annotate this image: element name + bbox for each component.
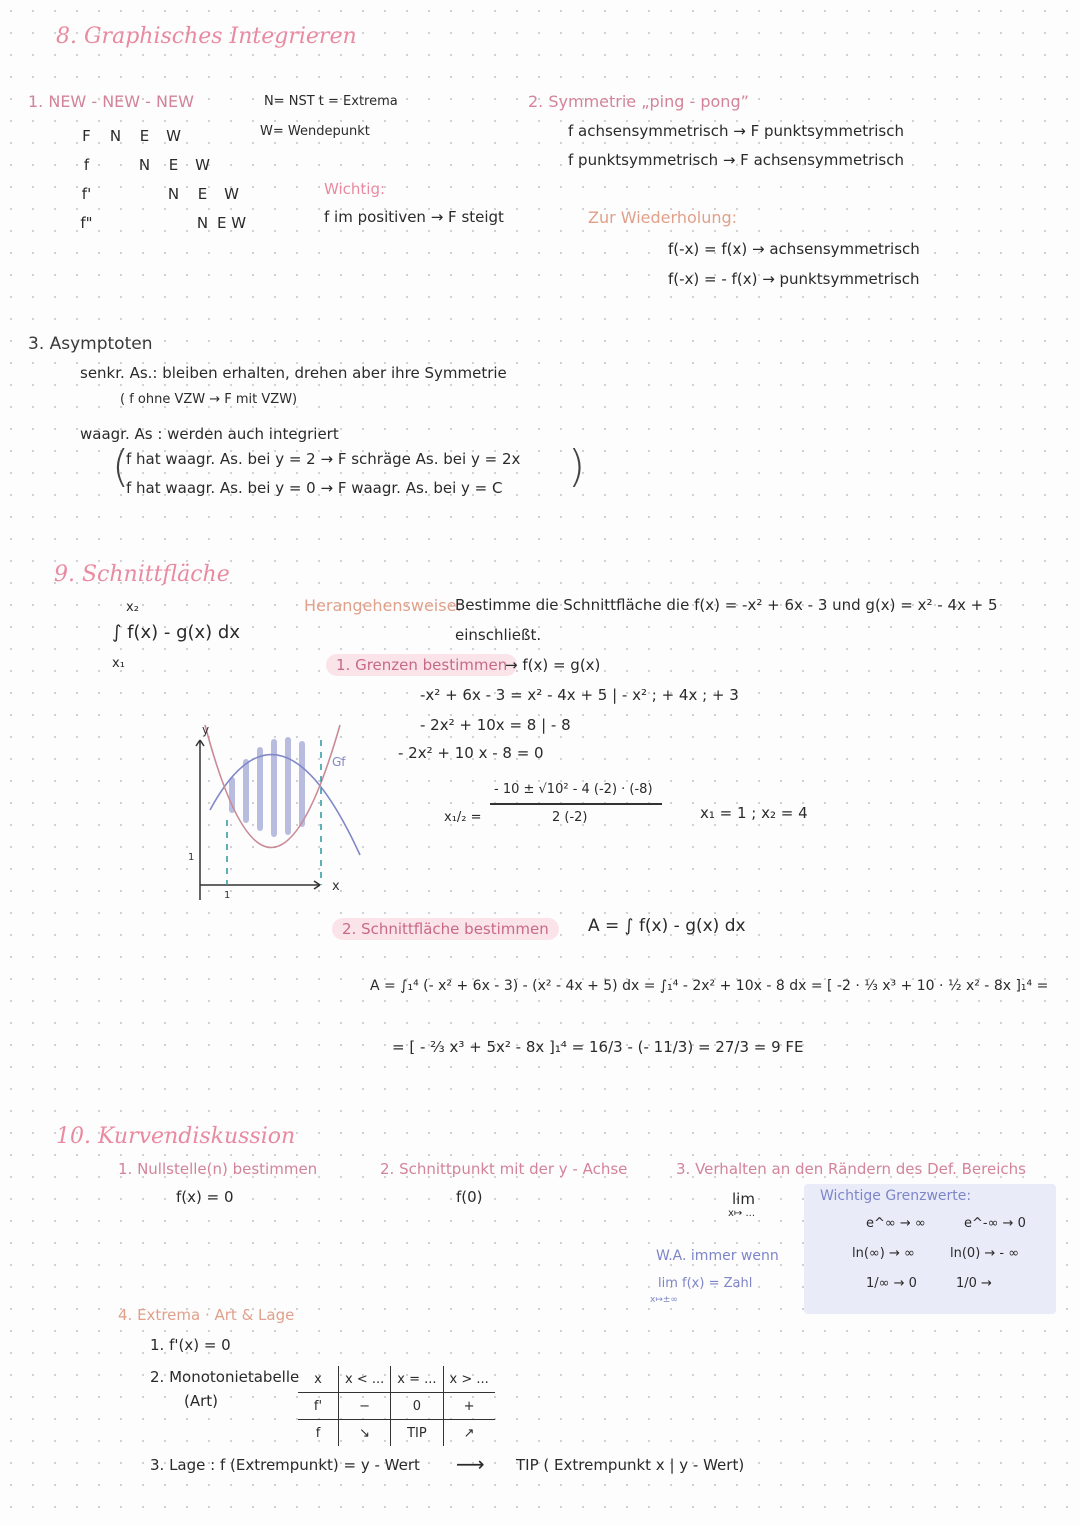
- table-row: [298, 1420, 495, 1447]
- symmetrie-1: f achsensymmetrisch → F punktsymmetrisch: [568, 122, 905, 140]
- grenzwerte-title: Wichtige Grenzwerte:: [820, 1188, 972, 1204]
- section9-title: 9. Schnittfläche: [54, 562, 230, 587]
- wichtig-label: Wichtig:: [324, 180, 386, 198]
- waagrechte-1: f hat waagr. As. bei y = 2 → F schräge As. bei y = 2x: [126, 450, 521, 468]
- new-row: f N E W: [83, 156, 210, 174]
- wiederholung-1: f(-x) = f(x) → achsensymmetrisch: [668, 240, 920, 258]
- section10-title: 10. Kurvendiskussion: [56, 1124, 296, 1149]
- area-calc-2: = [ - ⅔ x³ + 5x² - 8x ]₁⁴ = 16/3 - (- 11/3) = 27/3 = 9 FE: [392, 1038, 804, 1056]
- integral-upper: x₂: [126, 600, 139, 615]
- extrema-step3: 3. Lage : f (Extrempunkt) = y - Wert: [150, 1456, 420, 1474]
- extrema-title: 4. Extrema · Art & Lage: [118, 1306, 295, 1324]
- grenzwert-3: ln(∞) → ∞: [852, 1246, 915, 1261]
- table-row: [298, 1366, 495, 1393]
- y-achse-title: 2. Schnittpunkt mit der y - Achse: [380, 1160, 628, 1178]
- wichtig-text: f im positiven → F steigt: [324, 208, 504, 226]
- new-row: f' N E W: [81, 185, 239, 203]
- roots: x₁ = 1 ; x₂ = 4: [700, 804, 808, 822]
- senkrechte-asymptote: senkr. As.: bleiben erhalten, drehen aber ihre Symmetrie: [80, 364, 507, 382]
- y-achse-eq: f(0): [456, 1188, 483, 1206]
- raender-lim-sub: x↦ ...: [728, 1208, 756, 1219]
- table-cell: x = ...: [391, 1366, 443, 1393]
- extrema-step1: 1. f'(x) = 0: [150, 1336, 231, 1354]
- legend-wendepunkt: W= Wendepunkt: [260, 124, 370, 139]
- step1-equation: → f(x) = g(x): [505, 656, 601, 674]
- nullstellen-eq: f(x) = 0: [176, 1188, 234, 1206]
- extrema-result: TIP ( Extrempunkt x | y - Wert): [516, 1456, 745, 1474]
- graph-tick-y1: 1: [188, 852, 195, 863]
- new-title: 1. NEW - NEW - NEW: [28, 92, 194, 111]
- paren-open: (: [112, 441, 130, 492]
- symmetrie-title: 2. Symmetrie „ping - pong”: [528, 92, 749, 111]
- waagrechte-asymptote: waagr. As : werden auch integriert: [80, 425, 339, 443]
- graph-tick-x1: 1: [224, 890, 231, 901]
- graph-y-label: y: [202, 723, 210, 737]
- section8-title: 8. Graphisches Integrieren: [56, 24, 357, 49]
- area-calc-1: A = ∫₁⁴ (- x² + 6x - 3) - (x² - 4x + 5) dx = ∫₁⁴ - 2x² + 10x - 8 dx = [ -2 · ⅓ x³ + 10 · ½ x² - 8x ]₁⁴ =: [370, 978, 1049, 994]
- paren-close: ): [568, 441, 586, 492]
- table-cell: ↗: [443, 1420, 495, 1447]
- table-cell: ↘: [339, 1420, 391, 1447]
- approach-text-2: einschließt.: [455, 626, 542, 644]
- table-cell: f': [298, 1393, 339, 1420]
- fraction-bar: [490, 803, 662, 805]
- raender-title: 3. Verhalten an den Rändern des Def. Bereichs: [676, 1160, 1026, 1178]
- grenzwert-1: e^∞ → ∞: [866, 1216, 926, 1231]
- table-cell: −: [339, 1393, 391, 1420]
- approach-text: Bestimme die Schnittfläche die f(x) = -x² + 6x - 3 und g(x) = x² - 4x + 5: [455, 596, 998, 614]
- monotonie-table: [298, 1366, 495, 1446]
- table-row: [298, 1393, 495, 1420]
- raender-lim: lim: [732, 1190, 755, 1208]
- asymptoten-title: 3. Asymptoten: [28, 334, 153, 354]
- equation-1: -x² + 6x - 3 = x² - 4x + 5 | - x² ; + 4x ; + 3: [420, 686, 739, 704]
- symmetrie-2: f punktsymmetrisch → F achsensymmetrisch: [568, 151, 905, 169]
- new-row: f" N E W: [80, 214, 247, 232]
- wiederholung-2: f(-x) = - f(x) → punktsymmetrisch: [668, 270, 920, 288]
- wiederholung-label: Zur Wiederholung:: [588, 208, 738, 227]
- extrema-step2-art: (Art): [184, 1392, 219, 1410]
- step2-label: 2. Schnittfläche bestimmen: [332, 918, 559, 940]
- grenzwert-2: e^-∞ → 0: [964, 1216, 1026, 1231]
- equation-2: - 2x² + 10x = 8 | - 8: [420, 716, 571, 734]
- integral-formula: ∫ f(x) - g(x) dx: [112, 622, 240, 643]
- intersection-graph: [180, 700, 380, 910]
- pq-denominator: 2 (-2): [552, 810, 588, 825]
- approach-label: Herangehensweise:: [304, 596, 462, 615]
- table-cell: x: [314, 1371, 322, 1387]
- table-cell: f: [298, 1420, 339, 1447]
- extrema-step2: 2. Monotonietabelle: [150, 1368, 300, 1386]
- table-cell: TIP: [391, 1420, 443, 1447]
- table-cell: +: [443, 1393, 495, 1420]
- waagrechte-2: f hat waagr. As. bei y = 0 → F waagr. As. bei y = C: [126, 479, 503, 497]
- wa-sub: x↦±∞: [650, 1295, 678, 1305]
- equation-3: - 2x² + 10 x - 8 = 0: [398, 744, 544, 762]
- senkrechte-note: ( f ohne VZW → F mit VZW): [120, 392, 298, 407]
- nullstellen-title: 1. Nullstelle(n) bestimmen: [118, 1160, 318, 1178]
- pq-numerator: - 10 ± √10² - 4 (-2) · (-8): [494, 782, 653, 797]
- new-table: [72, 122, 246, 238]
- step1-label: 1. Grenzen bestimmen: [326, 654, 517, 676]
- grenzwert-5: 1/∞ → 0: [866, 1276, 917, 1291]
- new-row: F N E W: [82, 127, 181, 145]
- legend-nst: N= NST t = Extrema: [264, 94, 398, 109]
- step2-equation: A = ∫ f(x) - g(x) dx: [588, 916, 746, 936]
- table-cell: x < ...: [339, 1366, 391, 1393]
- wa-text: W.A. immer wenn: [656, 1248, 779, 1264]
- pq-lhs: x₁/₂ =: [444, 810, 482, 825]
- graph-gf-label: Gf: [332, 755, 346, 769]
- grenzwert-6: 1/0 →: [956, 1276, 992, 1291]
- extrema-arrow: ⟶: [456, 1452, 485, 1476]
- graph-x-label: x: [332, 879, 340, 894]
- table-cell: x > ...: [443, 1366, 495, 1393]
- grenzwert-4: ln(0) → - ∞: [950, 1246, 1020, 1261]
- integral-lower: x₁: [112, 656, 125, 671]
- table-cell: 0: [391, 1393, 443, 1420]
- wa-lim: lim f(x) = Zahl: [658, 1276, 753, 1291]
